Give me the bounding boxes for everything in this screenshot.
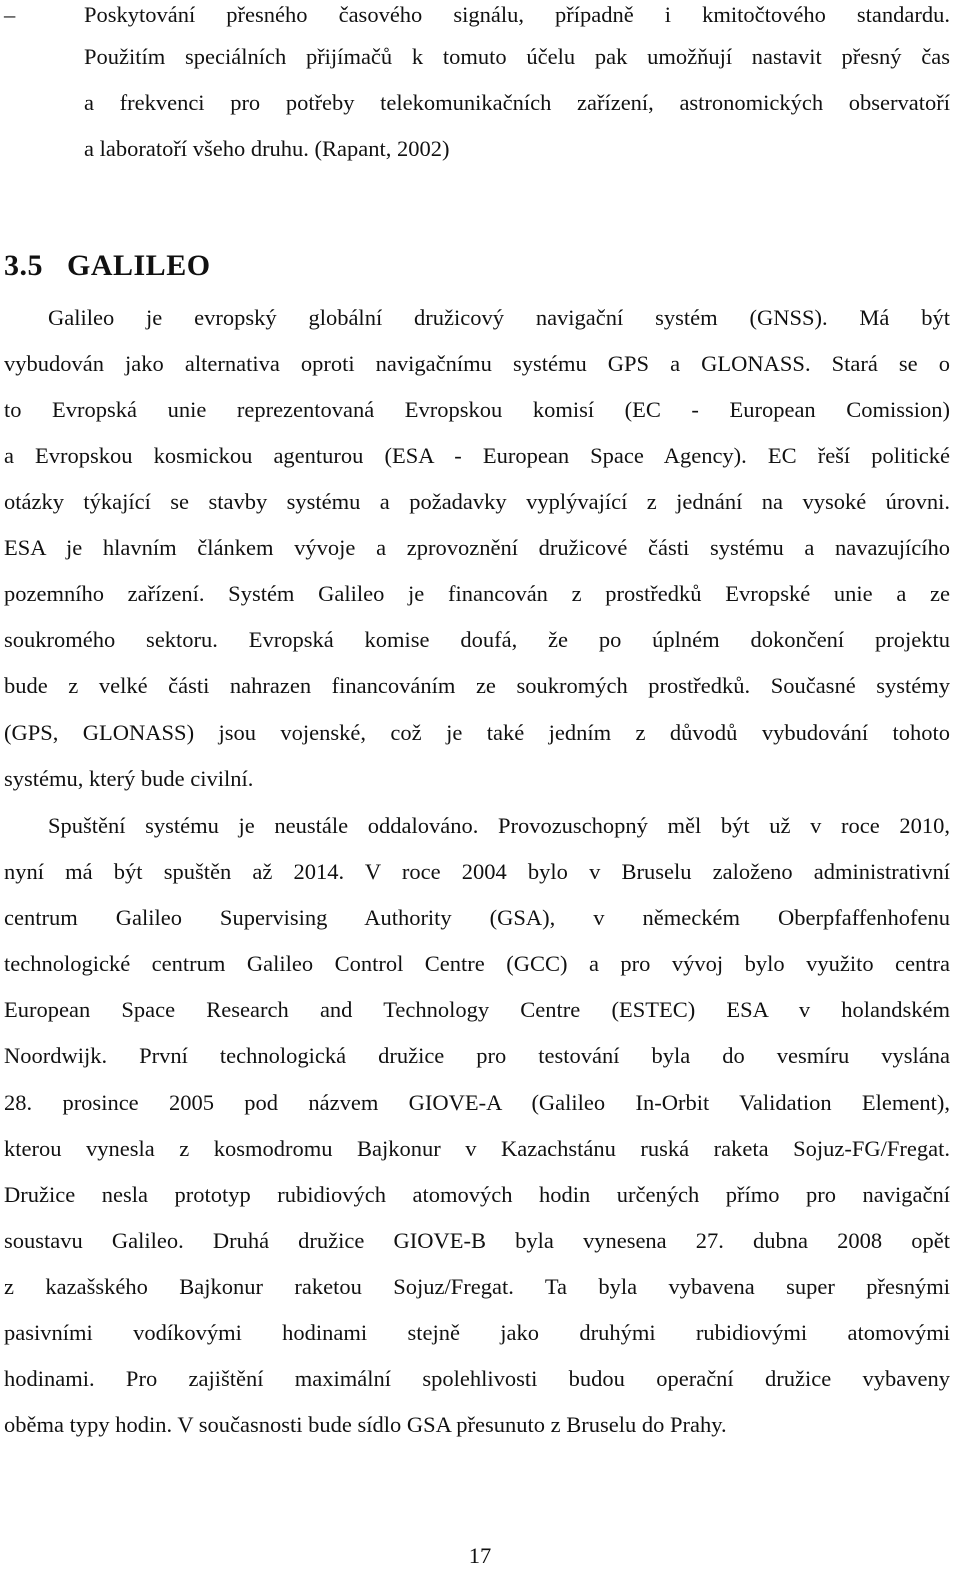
paragraph-line: systému, který bude civilní. (4, 766, 254, 791)
paragraph-line: to Evropská unie reprezentovaná Evropskou komisí (EC - European Comission) (4, 397, 950, 422)
paragraph-line: a Evropskou kosmickou agenturou (ESA - European Space Agency). EC řeší politické (4, 443, 950, 468)
section-number: 3.5 (4, 249, 43, 282)
section-title: GALILEO (67, 249, 211, 282)
list-item-line: a laboratoří všeho druhu. (Rapant, 2002) (84, 136, 450, 161)
paragraph-line: bude z velké části nahrazen financováním ze soukromých prostředků. Současné systémy (4, 673, 950, 698)
paragraph-line: soukromého sektoru. Evropská komise doufá, že po úplném dokončení projektu (4, 627, 950, 652)
list-item-line: Použitím speciálních přijímačů k tomuto účelu pak umožňují nastavit přesný čas (84, 44, 950, 69)
paragraph-line: pozemního zařízení. Systém Galileo je financován z prostředků Evropské unie a ze (4, 581, 950, 606)
paragraph-line: Noordwijk. První technologická družice pro testování byla do vesmíru vyslána (4, 1043, 950, 1068)
paragraph-line: oběma typy hodin. V současnosti bude sídlo GSA přesunuto z Bruselu do Prahy. (4, 1412, 727, 1437)
list-bullet: – (4, 2, 16, 27)
paragraph-line: vybudován jako alternativa oproti navigačnímu systému GPS a GLONASS. Stará se o (4, 351, 950, 376)
paragraph-line: 28. prosince 2005 pod názvem GIOVE-A (Galileo In-Orbit Validation Element), (4, 1090, 950, 1115)
section-heading (4, 248, 211, 284)
paragraph-line: hodinami. Pro zajištění maximální spolehlivosti budou operační družice vybaveny (4, 1366, 950, 1391)
paragraph-line: centrum Galileo Supervising Authority (GSA), v německém Oberpfaffenhofenu (4, 905, 950, 930)
paragraph-line: nyní má být spuštěn až 2014. V roce 2004 bylo v Bruselu založeno administrativní (4, 859, 950, 884)
list-item-line: a frekvenci pro potřeby telekomunikačních zařízení, astronomických observatoří (84, 90, 950, 115)
paragraph-line: soustavu Galileo. Druhá družice GIOVE-B byla vynesena 27. dubna 2008 opět (4, 1228, 950, 1253)
paragraph-line: otázky týkající se stavby systému a požadavky vyplývající z jednání na vysoké úrovni. (4, 489, 950, 514)
paragraph-line: z kazašského Bajkonur raketou Sojuz/Fregat. Ta byla vybavena super přesnými (4, 1274, 950, 1299)
paragraph-line: technologické centrum Galileo Control Centre (GCC) a pro vývoj bylo využito centra (4, 951, 950, 976)
paragraph-line: kterou vynesla z kosmodromu Bajkonur v Kazachstánu ruská raketa Sojuz-FG/Fregat. (4, 1136, 950, 1161)
paragraph-line: Družice nesla prototyp rubidiových atomových hodin určených přímo pro navigační (4, 1182, 950, 1207)
paragraph-line: (GPS, GLONASS) jsou vojenské, což je také jedním z důvodů vybudování tohoto (4, 720, 950, 745)
paragraph-line: European Space Research and Technology Centre (ESTEC) ESA v holandském (4, 997, 950, 1022)
paragraph-line: Spuštění systému je neustále oddalováno. Provozuschopný měl být už v roce 2010, (48, 813, 950, 838)
paragraph-line: ESA je hlavním článkem vývoje a zprovoznění družicové části systému a navazujícího (4, 535, 950, 560)
paragraph-line: Galileo je evropský globální družicový navigační systém (GNSS). Má být (48, 305, 950, 330)
list-item-line: Poskytování přesného časového signálu, případně i kmitočtového standardu. (84, 2, 950, 27)
paragraph-line: pasivními vodíkovými hodinami stejně jako druhými rubidiovými atomovými (4, 1320, 950, 1345)
page-number: 17 (468, 1543, 492, 1568)
